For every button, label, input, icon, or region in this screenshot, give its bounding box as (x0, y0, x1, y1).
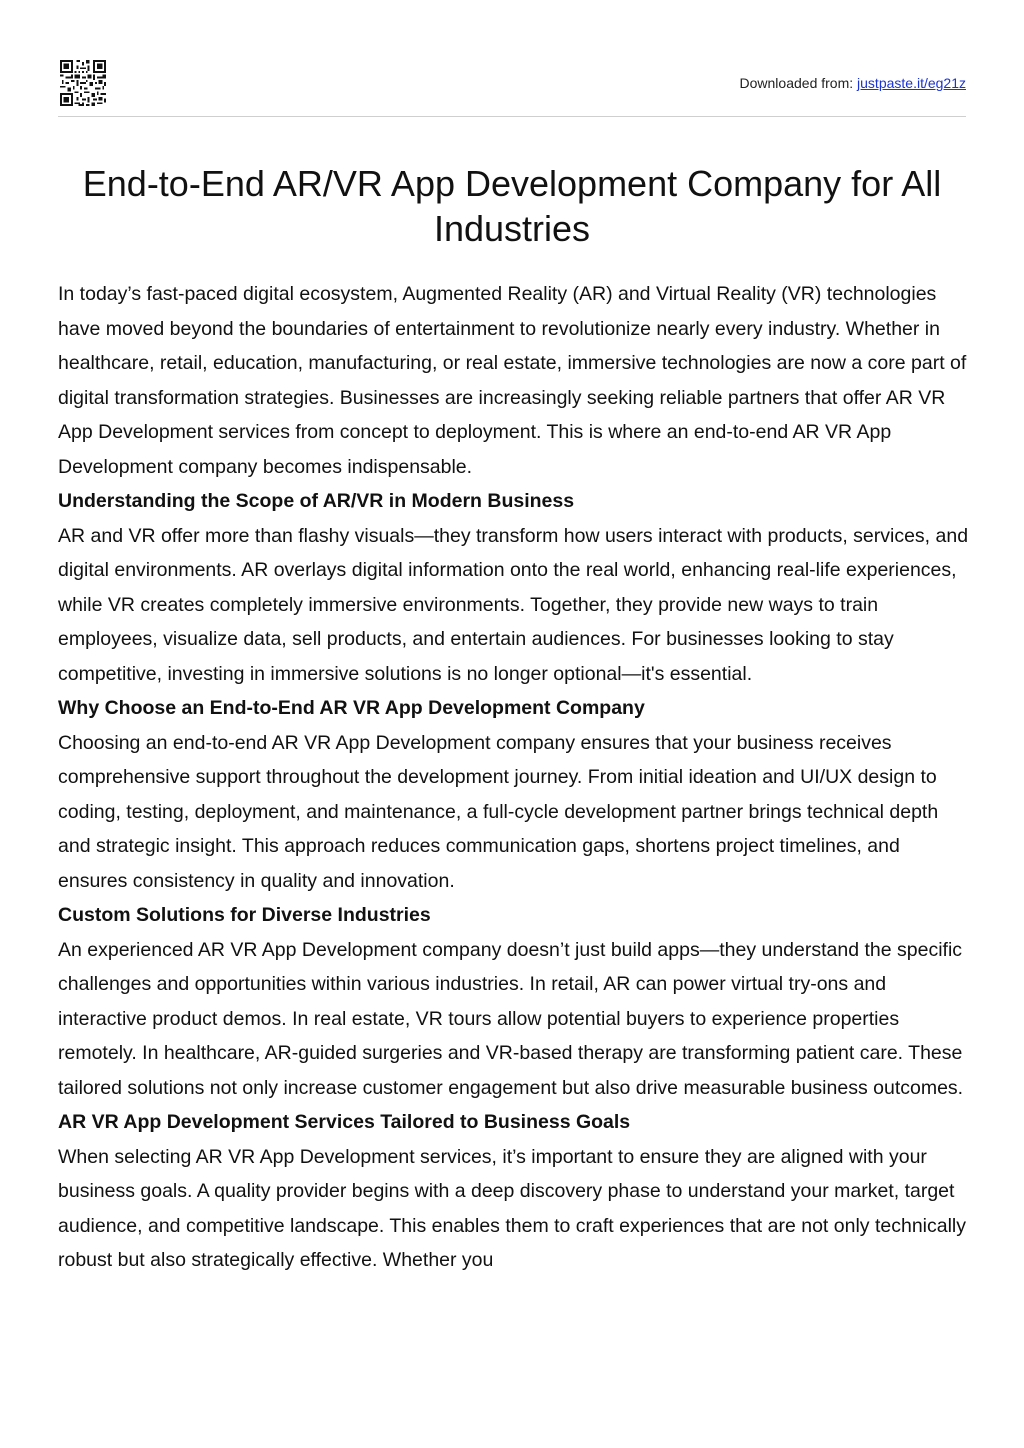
section-paragraph: AR and VR offer more than flashy visuals—they transform how users interact with products, services, and digital environments. AR overlays digital information onto the real world, enhancing real-life experiences, while VR creates completely immersive environments. Together, they provide new ways to train employees, visualize data, sell products, and entertain audiences. For businesses looking to stay competitive, investing in immersive solutions is no longer optional—it's essential. (58, 524, 969, 685)
page-title: End-to-End AR/VR App Development Company for All Industries (82, 163, 942, 249)
section-heading: AR VR App Development Services Tailored to Business Goals (58, 1111, 631, 1133)
section-paragraph: An experienced AR VR App Development company doesn’t just build apps—they understand the specific challenges and opportunities within various industries. In retail, AR can power virtual try-ons and interactive product demos. In real estate, VR tours allow potential buyers to experience properties remotely. In healthcare, AR-guided surgeries and VR-based therapy are transforming patient care. These tailored solutions not only increase customer engagement but also drive measurable business outcomes. (58, 938, 964, 1099)
intro-paragraph: In today’s fast-paced digital ecosystem, Augmented Reality (AR) and Virtual Reality (VR) technologies have moved beyond the boundaries of entertainment to revolutionize nearly every industry. Whether in healthcare, retail, education, manufacturing, or real estate, immersive technologies are now a core part of digital transformation strategies. Businesses are increasingly seeking reliable partners that offer AR VR App Development services from concept to deployment. This is where an end-to-end AR VR App Development company becomes indispensable. (58, 283, 967, 478)
article-body (58, 277, 973, 1278)
header-divider (58, 116, 966, 117)
section-paragraph: Choosing an end-to-end AR VR App Development company ensures that your business receives comprehensive support throughout the development journey. From initial ideation and UI/UX design to coding, testing, deployment, and maintenance, a full-cycle development partner brings technical depth and strategic insight. This approach reduces communication gaps, shortens project timelines, and ensures consistency in quality and innovation. (58, 731, 939, 892)
section-heading: Why Choose an End-to-End AR VR App Development Company (58, 697, 645, 719)
source-link[interactable]: justpaste.it/eg21z (857, 75, 966, 91)
downloaded-label: Downloaded from: (739, 75, 854, 91)
section-paragraph: When selecting AR VR App Development services, it’s important to ensure they are aligned with your business goals. A quality provider begins with a deep discovery phase to understand your market, target audience, and competitive landscape. This enables them to craft experiences that are not only technically robust but also strategically effective. Whether you (58, 1145, 967, 1271)
section-heading: Custom Solutions for Diverse Industries (58, 904, 431, 926)
page-header (58, 60, 966, 106)
qr-code-icon (60, 60, 106, 106)
section-heading: Understanding the Scope of AR/VR in Modern Business (58, 490, 575, 512)
download-source (740, 75, 966, 91)
